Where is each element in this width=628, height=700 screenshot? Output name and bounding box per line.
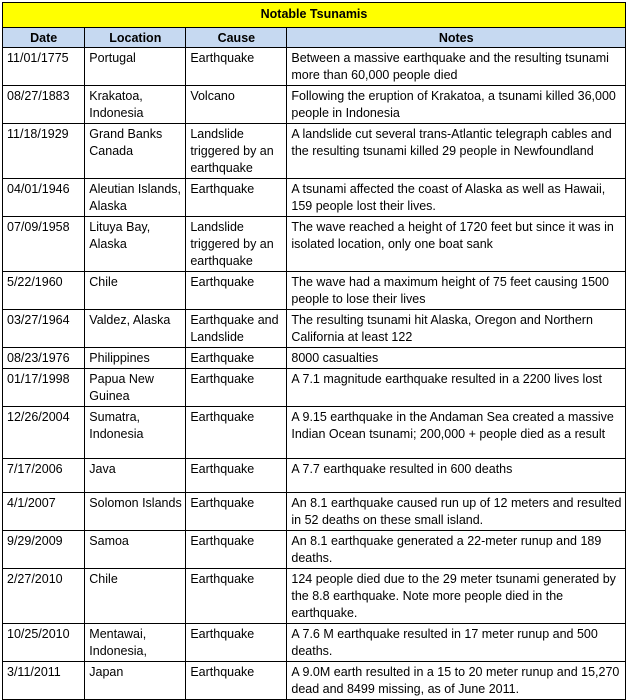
cell-cause: Earthquake [186, 531, 287, 569]
cell-date: 10/25/2010 [3, 624, 85, 662]
header-location: Location [85, 28, 186, 48]
cell-notes: 124 people died due to the 29 meter tsunami generated by the 8.8 earthquake. Note more people died in the earthquake. [287, 569, 626, 624]
cell-location: Philippines [85, 348, 186, 369]
cell-date: 5/22/1960 [3, 272, 85, 310]
table-row [3, 272, 626, 310]
cell-notes: A 9.0M earth resulted in a 15 to 20 meter runup and 15,270 dead and 8499 missing, as of June 2011. [287, 662, 626, 700]
cell-location: Krakatoa, Indonesia [85, 86, 186, 124]
cell-cause: Earthquake [186, 348, 287, 369]
cell-notes: A 7.1 magnitude earthquake resulted in a 2200 lives lost [287, 369, 626, 407]
cell-date: 7/17/2006 [3, 459, 85, 493]
cell-cause: Landslide triggered by an earthquake [186, 124, 287, 179]
cell-date: 03/27/1964 [3, 310, 85, 348]
cell-notes: A landslide cut several trans-Atlantic telegraph cables and the resulting tsunami killed 29 people in Newfoundland [287, 124, 626, 179]
cell-date: 9/29/2009 [3, 531, 85, 569]
header-row [3, 28, 626, 48]
cell-location: Chile [85, 569, 186, 624]
table-row [3, 369, 626, 407]
cell-date: 4/1/2007 [3, 493, 85, 531]
table-row [3, 459, 626, 493]
cell-notes: An 8.1 earthquake caused run up of 12 meters and resulted in 52 deaths on these small island. [287, 493, 626, 531]
cell-location: Samoa [85, 531, 186, 569]
cell-notes: The wave reached a height of 1720 feet but since it was in isolated location, only one boat sank [287, 217, 626, 272]
cell-cause: Earthquake [186, 624, 287, 662]
table-row [3, 569, 626, 624]
header-notes: Notes [287, 28, 626, 48]
cell-cause: Volcano [186, 86, 287, 124]
cell-cause: Earthquake [186, 369, 287, 407]
cell-location: Lituya Bay, Alaska [85, 217, 186, 272]
cell-location: Java [85, 459, 186, 493]
cell-date: 12/26/2004 [3, 407, 85, 459]
table-row [3, 624, 626, 662]
table-row [3, 531, 626, 569]
cell-notes: 8000 casualties [287, 348, 626, 369]
title-row [3, 3, 626, 28]
table-row [3, 86, 626, 124]
cell-date: 08/23/1976 [3, 348, 85, 369]
cell-location: Chile [85, 272, 186, 310]
cell-date: 07/09/1958 [3, 217, 85, 272]
cell-date: 11/18/1929 [3, 124, 85, 179]
cell-notes: A tsunami affected the coast of Alaska as well as Hawaii, 159 people lost their lives. [287, 179, 626, 217]
cell-date: 04/01/1946 [3, 179, 85, 217]
table-row [3, 310, 626, 348]
cell-location: Grand Banks Canada [85, 124, 186, 179]
cell-notes: Following the eruption of Krakatoa, a tsunami killed 36,000 people in Indonesia [287, 86, 626, 124]
cell-location: Aleutian Islands, Alaska [85, 179, 186, 217]
cell-location: Japan [85, 662, 186, 700]
table-row [3, 179, 626, 217]
cell-notes: The wave had a maximum height of 75 feet causing 1500 people to lose their lives [287, 272, 626, 310]
cell-cause: Earthquake [186, 407, 287, 459]
cell-cause: Earthquake [186, 48, 287, 86]
cell-cause: Earthquake [186, 662, 287, 700]
tsunami-table-container [2, 2, 626, 700]
cell-date: 11/01/1775 [3, 48, 85, 86]
table-row [3, 493, 626, 531]
cell-notes: A 9.15 earthquake in the Andaman Sea created a massive Indian Ocean tsunami; 200,000 + people died as a result [287, 407, 626, 459]
cell-date: 08/27/1883 [3, 86, 85, 124]
table-row [3, 407, 626, 459]
cell-location: Sumatra, Indonesia [85, 407, 186, 459]
cell-location: Solomon Islands [85, 493, 186, 531]
cell-date: 3/11/2011 [3, 662, 85, 700]
cell-notes: An 8.1 earthquake generated a 22-meter runup and 189 deaths. [287, 531, 626, 569]
cell-location: Mentawai, Indonesia, [85, 624, 186, 662]
header-date: Date [3, 28, 85, 48]
table-row [3, 124, 626, 179]
cell-date: 01/17/1998 [3, 369, 85, 407]
cell-cause: Earthquake [186, 179, 287, 217]
cell-location: Papua New Guinea [85, 369, 186, 407]
header-cause: Cause [186, 28, 287, 48]
cell-cause: Earthquake [186, 459, 287, 493]
cell-cause: Earthquake [186, 569, 287, 624]
cell-notes: A 7.6 M earthquake resulted in 17 meter runup and 500 deaths. [287, 624, 626, 662]
cell-cause: Landslide triggered by an earthquake [186, 217, 287, 272]
cell-location: Valdez, Alaska [85, 310, 186, 348]
table-title: Notable Tsunamis [3, 3, 626, 28]
table-row [3, 217, 626, 272]
cell-cause: Earthquake [186, 493, 287, 531]
cell-cause: Earthquake and Landslide [186, 310, 287, 348]
cell-notes: The resulting tsunami hit Alaska, Oregon and Northern California at least 122 [287, 310, 626, 348]
table-row [3, 48, 626, 86]
cell-date: 2/27/2010 [3, 569, 85, 624]
cell-notes: A 7.7 earthquake resulted in 600 deaths [287, 459, 626, 493]
cell-cause: Earthquake [186, 272, 287, 310]
cell-notes: Between a massive earthquake and the resulting tsunami more than 60,000 people died [287, 48, 626, 86]
cell-location: Portugal [85, 48, 186, 86]
table-row [3, 662, 626, 700]
table-row [3, 348, 626, 369]
tsunami-table [2, 2, 626, 700]
